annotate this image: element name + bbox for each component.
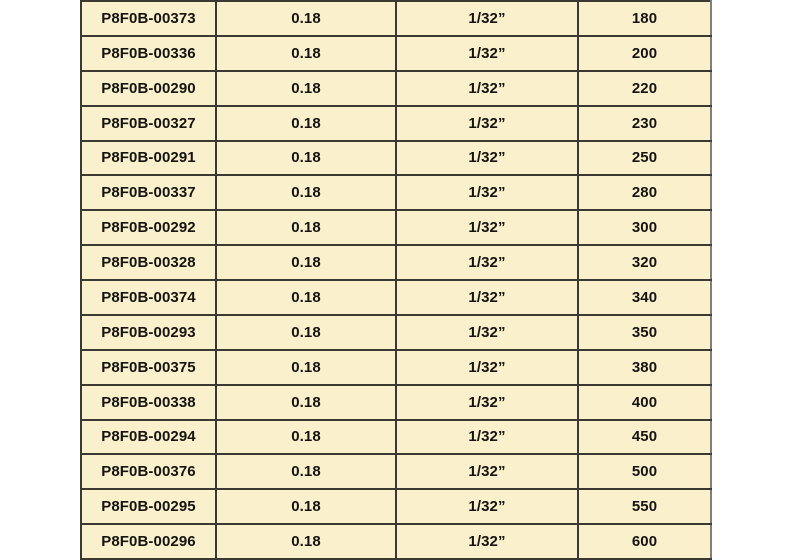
value-cell: 0.18 (216, 106, 396, 141)
table-row (81, 71, 711, 106)
part-number-cell: P8F0B-00327 (81, 106, 216, 141)
table-row (81, 385, 711, 420)
value-cell: 0.18 (216, 524, 396, 559)
value-cell: 0.18 (216, 420, 396, 455)
size-cell: 1/32” (396, 524, 578, 559)
part-number-cell: P8F0B-00373 (81, 1, 216, 36)
value-cell: 0.18 (216, 315, 396, 350)
size-cell: 1/32” (396, 315, 578, 350)
part-number-cell: P8F0B-00336 (81, 36, 216, 71)
value-cell: 0.18 (216, 141, 396, 176)
part-number-cell: P8F0B-00293 (81, 315, 216, 350)
value-cell: 0.18 (216, 385, 396, 420)
size-cell: 1/32” (396, 1, 578, 36)
size-cell: 1/32” (396, 454, 578, 489)
quantity-cell: 230 (578, 106, 711, 141)
size-cell: 1/32” (396, 245, 578, 280)
size-cell: 1/32” (396, 175, 578, 210)
size-cell: 1/32” (396, 210, 578, 245)
quantity-cell: 550 (578, 489, 711, 524)
value-cell: 0.18 (216, 210, 396, 245)
table-row (81, 454, 711, 489)
table-row (81, 141, 711, 176)
table-row (81, 106, 711, 141)
value-cell: 0.18 (216, 245, 396, 280)
size-cell: 1/32” (396, 280, 578, 315)
table-row (81, 350, 711, 385)
value-cell: 0.18 (216, 454, 396, 489)
part-number-cell: P8F0B-00295 (81, 489, 216, 524)
part-number-cell: P8F0B-00294 (81, 420, 216, 455)
quantity-cell: 450 (578, 420, 711, 455)
value-cell: 0.18 (216, 1, 396, 36)
part-number-cell: P8F0B-00290 (81, 71, 216, 106)
table-row (81, 280, 711, 315)
part-number-cell: P8F0B-00376 (81, 454, 216, 489)
size-cell: 1/32” (396, 71, 578, 106)
quantity-cell: 380 (578, 350, 711, 385)
value-cell: 0.18 (216, 175, 396, 210)
size-cell: 1/32” (396, 350, 578, 385)
value-cell: 0.18 (216, 71, 396, 106)
table-row (81, 175, 711, 210)
part-number-cell: P8F0B-00328 (81, 245, 216, 280)
quantity-cell: 220 (578, 71, 711, 106)
size-cell: 1/32” (396, 489, 578, 524)
table-row (81, 210, 711, 245)
table-row (81, 420, 711, 455)
quantity-cell: 340 (578, 280, 711, 315)
size-cell: 1/32” (396, 385, 578, 420)
table-row (81, 245, 711, 280)
quantity-cell: 600 (578, 524, 711, 559)
value-cell: 0.18 (216, 36, 396, 71)
size-cell: 1/32” (396, 36, 578, 71)
quantity-cell: 320 (578, 245, 711, 280)
table-row (81, 489, 711, 524)
part-number-cell: P8F0B-00338 (81, 385, 216, 420)
size-cell: 1/32” (396, 106, 578, 141)
value-cell: 0.18 (216, 350, 396, 385)
table-row (81, 1, 711, 36)
quantity-cell: 500 (578, 454, 711, 489)
part-number-cell: P8F0B-00296 (81, 524, 216, 559)
table-row (81, 315, 711, 350)
quantity-cell: 400 (578, 385, 711, 420)
value-cell: 0.18 (216, 280, 396, 315)
quantity-cell: 180 (578, 1, 711, 36)
part-number-cell: P8F0B-00291 (81, 141, 216, 176)
value-cell: 0.18 (216, 489, 396, 524)
parts-table-body (81, 1, 711, 559)
part-number-cell: P8F0B-00375 (81, 350, 216, 385)
quantity-cell: 250 (578, 141, 711, 176)
table-row (81, 524, 711, 559)
part-number-cell: P8F0B-00374 (81, 280, 216, 315)
quantity-cell: 200 (578, 36, 711, 71)
parts-table (80, 0, 712, 560)
table-row (81, 36, 711, 71)
size-cell: 1/32” (396, 420, 578, 455)
quantity-cell: 300 (578, 210, 711, 245)
part-number-cell: P8F0B-00292 (81, 210, 216, 245)
quantity-cell: 350 (578, 315, 711, 350)
part-number-cell: P8F0B-00337 (81, 175, 216, 210)
quantity-cell: 280 (578, 175, 711, 210)
size-cell: 1/32” (396, 141, 578, 176)
